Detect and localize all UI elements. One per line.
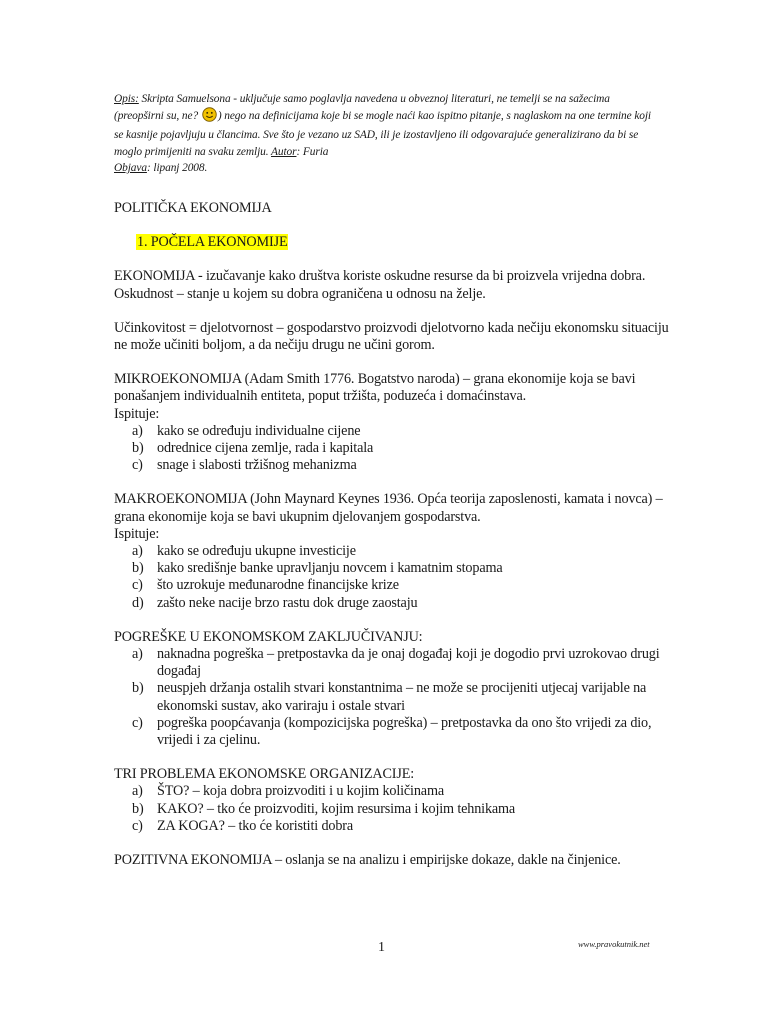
list-item — [114, 646, 674, 680]
opis-label: Opis: — [114, 93, 139, 105]
list-item — [114, 783, 674, 800]
objava-label: Objava — [114, 161, 147, 174]
list-marker: b) — [132, 800, 144, 817]
list-item — [114, 680, 674, 714]
list-item-text: KAKO? – tko će proizvoditi, kojim resursima i kojim tehnikama — [157, 800, 516, 817]
opis-text: Skripta Samuelsona - uključuje samo poglavlja navedena u obveznoj literaturi, ne temelji se na sažecima (preopširni su, ne? — [114, 93, 610, 123]
list-item — [114, 595, 674, 612]
document-description — [114, 91, 654, 176]
list-marker: a) — [132, 646, 143, 663]
list-item — [114, 801, 674, 818]
footer-website: www.pravokutnik.net — [578, 939, 650, 949]
list-marker: a) — [132, 783, 143, 800]
tri-problema-heading: TRI PROBLEMA EKONOMSKE ORGANIZACIJE: — [114, 766, 415, 783]
list-item-text: ŠTO? – koja dobra proizvoditi i u kojim količinama — [157, 783, 444, 800]
list-marker: b) — [132, 680, 144, 697]
list-marker: c) — [132, 457, 143, 474]
list-item — [114, 818, 674, 835]
list-item-text: zašto neke nacije brzo rastu dok druge zaostaju — [157, 594, 418, 611]
list-marker: a) — [132, 543, 143, 560]
makro-list — [114, 543, 674, 612]
list-marker: c) — [132, 714, 143, 731]
mikro-list — [114, 423, 674, 475]
autor-text: : Furia — [296, 145, 329, 158]
list-item-text: ZA KOGA? – tko će koristiti dobra — [157, 817, 354, 834]
list-item — [114, 577, 674, 594]
list-item-text: odrednice cijena zemlje, rada i kapitala — [157, 440, 374, 457]
list-marker: c) — [132, 577, 143, 594]
list-item-text: kako središnje banke upravljanju novcem i kamatnim stopama — [157, 560, 503, 577]
list-item-text: što uzrokuje međunarodne financijske krize — [157, 577, 399, 594]
list-marker: a) — [132, 422, 143, 439]
list-item-text: neuspjeh držanja ostalih stvari konstantnima – ne može se procijeniti utjecaj varijable na ekonomski sustav, ako variraju i ostale stvari — [157, 680, 647, 714]
pozitivna-ekonomija-paragraph: POZITIVNA EKONOMIJA – oslanja se na analizu i empirijske dokaze, dakle na činjenice. — [114, 852, 621, 869]
makro-ispituje-label: Ispituje: — [114, 525, 160, 542]
list-item-text: snage i slabosti tržišnog mehanizma — [157, 457, 357, 474]
list-item — [114, 715, 674, 749]
list-item-text: kako se određuju individualne cijene — [157, 422, 361, 439]
list-item-text: naknadna pogreška – pretpostavka da je onaj događaj koji je dogodio prvi uzrokovao drugi događaj — [157, 646, 660, 680]
list-item-text: pogreška poopćavanja (kompozicijska pogreška) – pretpostavka da ono što vrijedi za dio, vrijedi i za cjelinu. — [157, 714, 652, 749]
section-heading-text: 1. POČELA EKONOMIJE — [137, 234, 288, 251]
list-item — [114, 440, 674, 457]
list-item — [114, 423, 674, 440]
list-item — [114, 457, 674, 474]
tri-problema-list — [114, 783, 674, 835]
pogreske-list — [114, 646, 674, 749]
page-number: 1 — [378, 940, 385, 955]
list-item — [114, 560, 674, 577]
list-item — [114, 543, 674, 560]
list-marker: c) — [132, 817, 143, 834]
list-marker: d) — [132, 594, 144, 611]
opis-text-continued: ) nego na definicijama koje bi se mogle naći kao ispitno pitanje, s naglaskom na one termine koji se kasnije pojavljuju u člancima. Sve što je vezano uz SAD, ili je izostavljeno ili odgovarajuće generalizirano da bi se moglo primijeniti na svaku zemlju. — [114, 110, 652, 158]
list-marker: b) — [132, 440, 144, 457]
makroekonomija-paragraph: MAKROEKONOMIJA (John Maynard Keynes 1936. Opća teorija zaposlenosti, kamata i novca) – grana ekonomije koja se bavi ukupnim djelovanjem gospodarstva. — [114, 491, 663, 525]
ekonomija-paragraph: EKONOMIJA - izučavanje kako društva koriste oskudne resurse da bi proizvela vrijedna dobra. Oskudnost – stanje u kojem su dobra ograničena u odnosu na želje. — [114, 268, 646, 302]
document-body — [114, 200, 674, 869]
autor-label: Autor — [271, 145, 297, 158]
objava-text: : lipanj 2008. — [146, 161, 208, 174]
smiley-face-icon — [202, 107, 217, 127]
mikro-ispituje-label: Ispituje: — [114, 405, 160, 422]
mikroekonomija-paragraph: MIKROEKONOMIJA (Adam Smith 1776. Bogatstvo naroda) – grana ekonomije koja se bavi ponašanjem individualnih entiteta, poput tržišta, poduzeća i domaćinstava. — [114, 371, 636, 405]
list-marker: b) — [132, 560, 144, 577]
pogreske-heading: POGREŠKE U EKONOMSKOM ZAKLJUČIVANJU: — [114, 628, 423, 645]
page-title: POLITIČKA EKONOMIJA — [114, 200, 272, 216]
ucinkovitost-paragraph: Učinkovitost = djelotvornost – gospodarstvo proizvodi djelotvorno kada nečiju ekonomsku situaciju ne može učiniti boljom, a da nečiju drugu ne učini gorom. — [114, 319, 669, 354]
list-item-text: kako se određuju ukupne investicije — [157, 543, 356, 560]
section-heading — [136, 234, 674, 251]
